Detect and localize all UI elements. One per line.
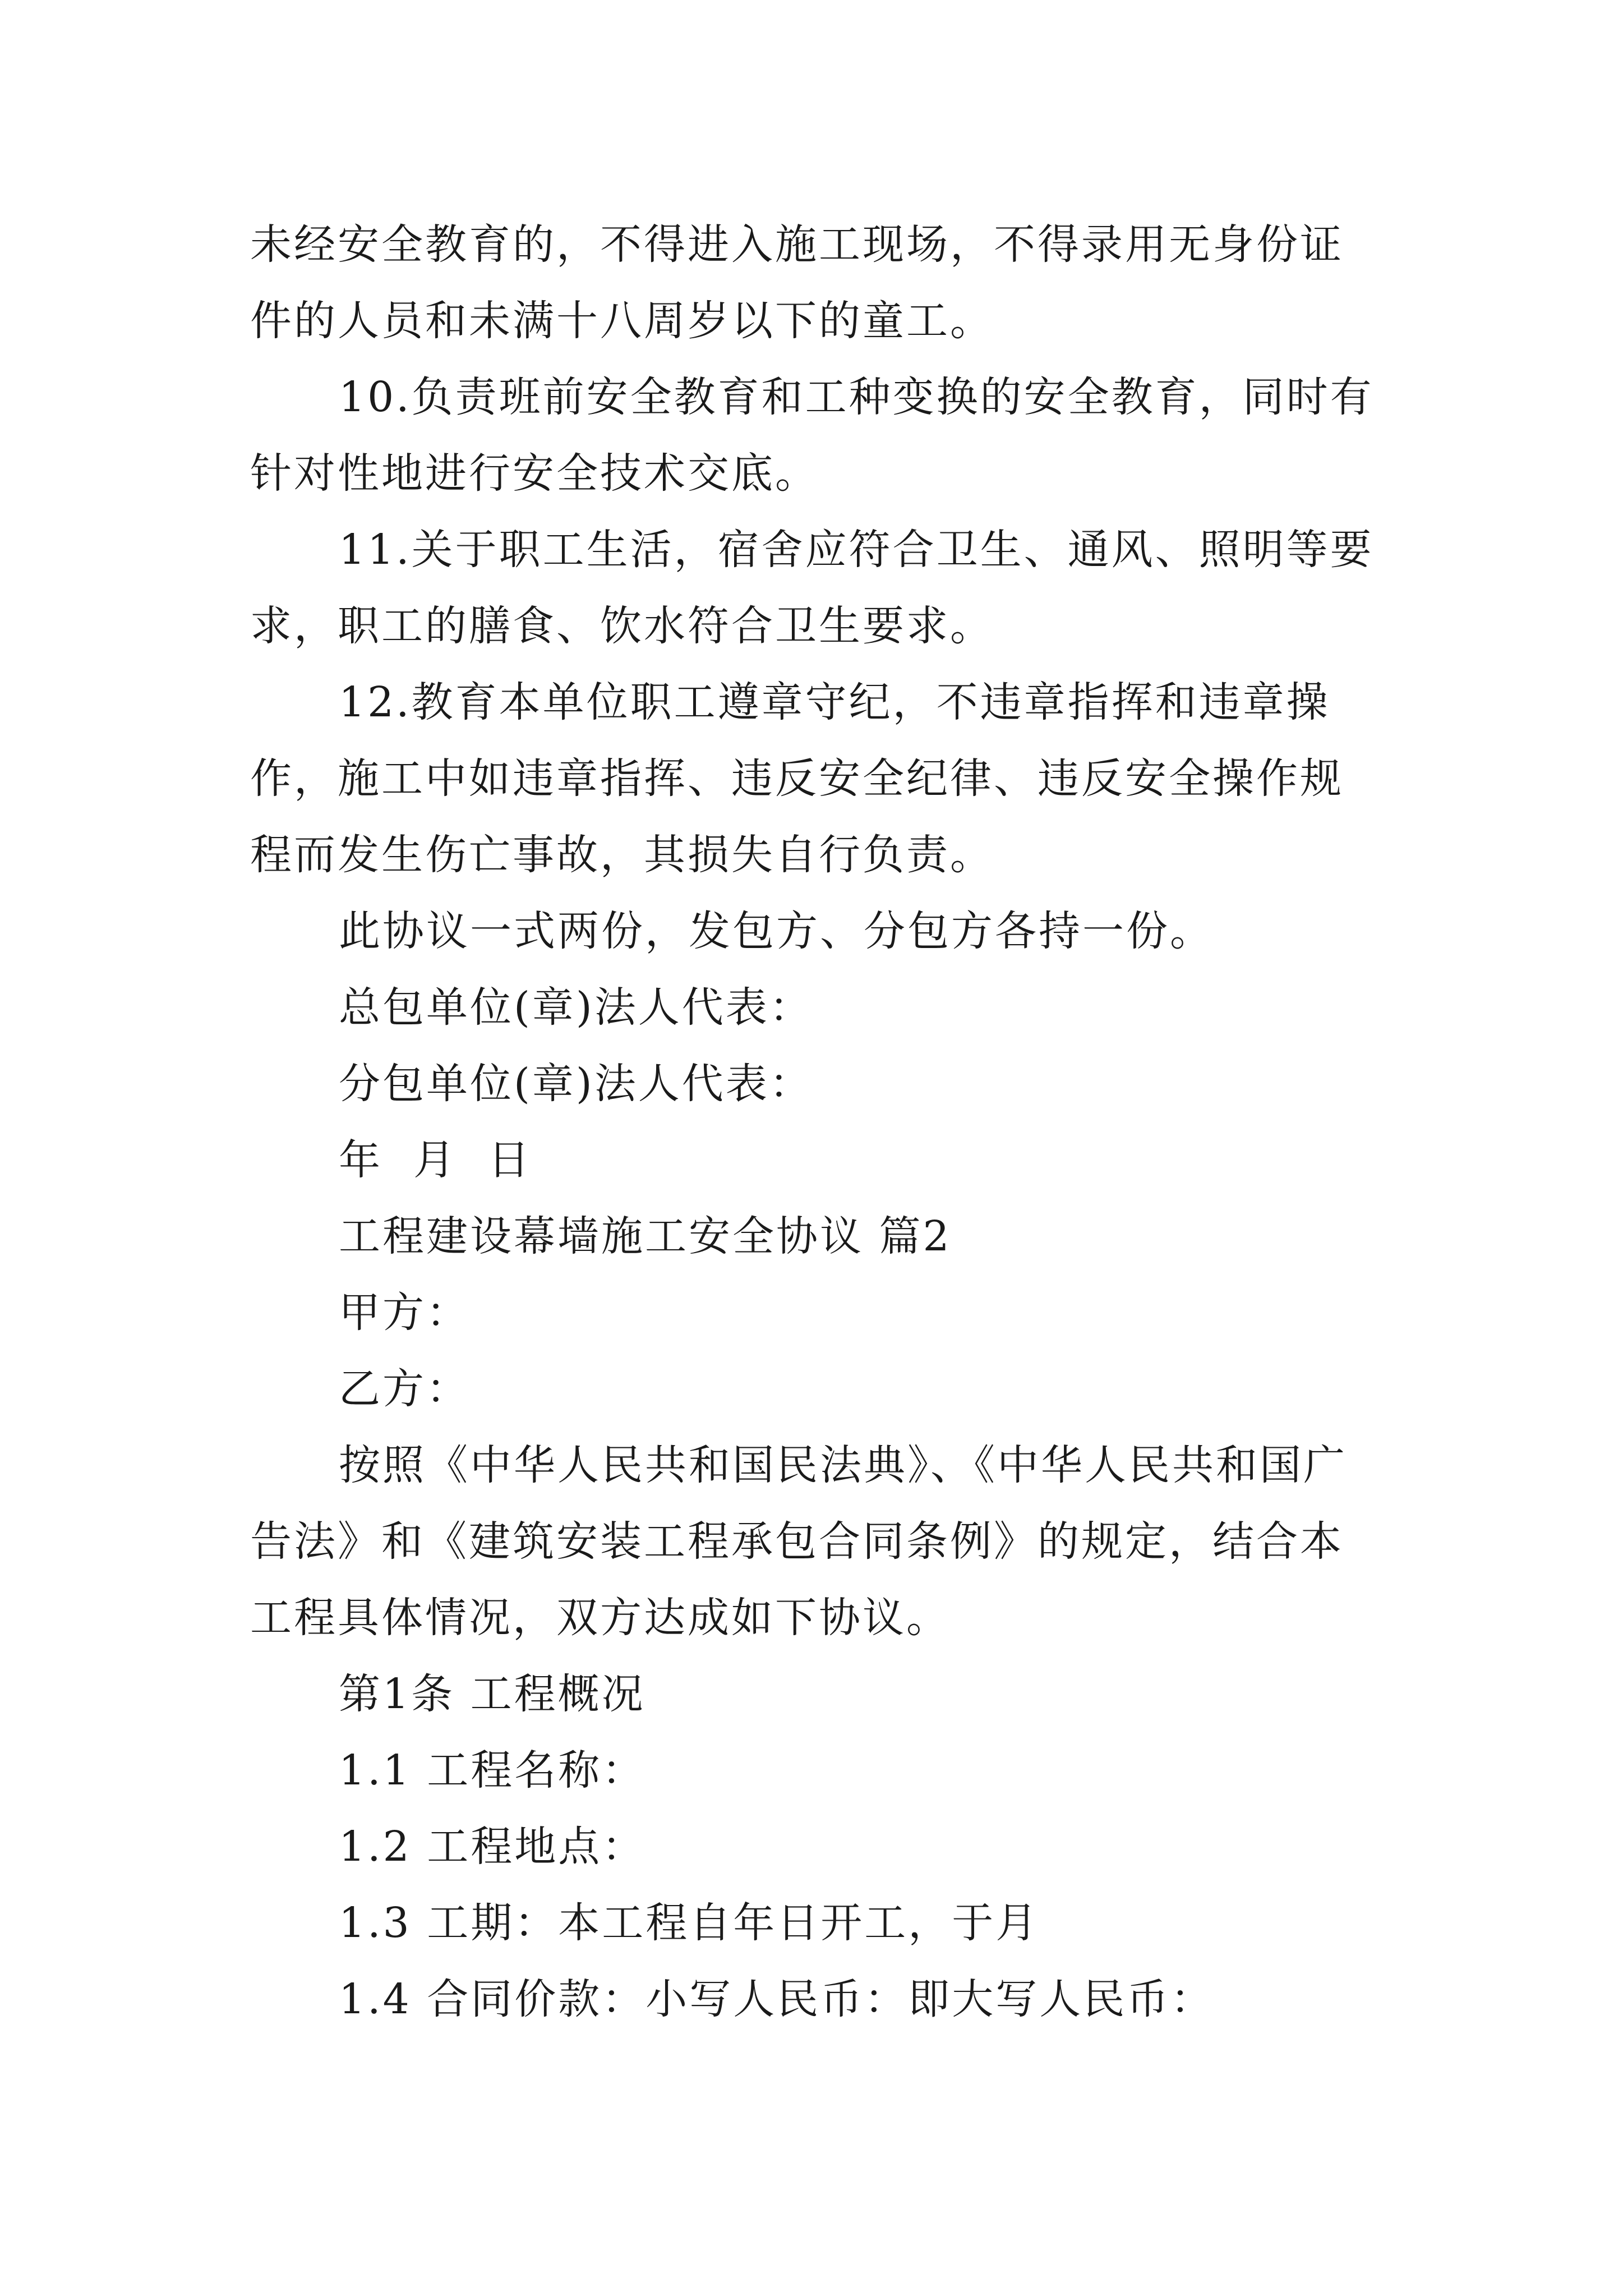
item-1-3: 1.3 工期：本工程自年日开工，于月	[339, 1899, 1040, 1947]
paragraph-item-12: 12.教育本单位职工遵章守纪，不违章指挥和违章操作，施工中如违章指挥、违反安全纪律、违反安全操作规程而发生伤亡事故，其损失自行负责。	[250, 678, 1344, 879]
paragraph-item-10: 10.负责班前安全教育和工种变换的安全教育，同时有针对性地进行安全技术交底。	[250, 373, 1374, 498]
date-line: 年 月 日	[339, 1136, 532, 1184]
section-title: 工程建设幕墙施工安全协议 篇2	[339, 1212, 952, 1260]
item-1-4: 1.4 合同价款：小写人民币：即大写人民币：	[339, 1975, 1215, 2023]
party-a: 甲方：	[339, 1289, 470, 1337]
signature-subcontractor: 分包单位(章)法人代表：	[339, 1060, 813, 1108]
item-1-1: 1.1 工程名称：	[339, 1746, 646, 1795]
article-1-heading: 第1条 工程概况	[339, 1670, 645, 1718]
item-1-2: 1.2 工程地点：	[339, 1823, 646, 1871]
paragraph-copies: 此协议一式两份，发包方、分包方各持一份。	[339, 907, 1214, 955]
signature-general-contractor: 总包单位(章)法人代表：	[339, 983, 813, 1032]
paragraph-item-11: 11.关于职工生活，宿舍应符合卫生、通风、照明等要求，职工的膳食、饮水符合卫生要求。	[250, 526, 1374, 650]
document-body	[250, 206, 1383, 2037]
paragraph-continued: 未经安全教育的，不得进入施工现场，不得录用无身份证件的人员和未满十八周岁以下的童工。	[250, 220, 1344, 345]
paragraph-legal-basis: 按照《中华人民共和国民法典》、《中华人民共和国广告法》和《建筑安装工程承包合同条例》的规定，结合本工程具体情况，双方达成如下协议。	[250, 1441, 1347, 1642]
party-b: 乙方：	[339, 1365, 470, 1413]
